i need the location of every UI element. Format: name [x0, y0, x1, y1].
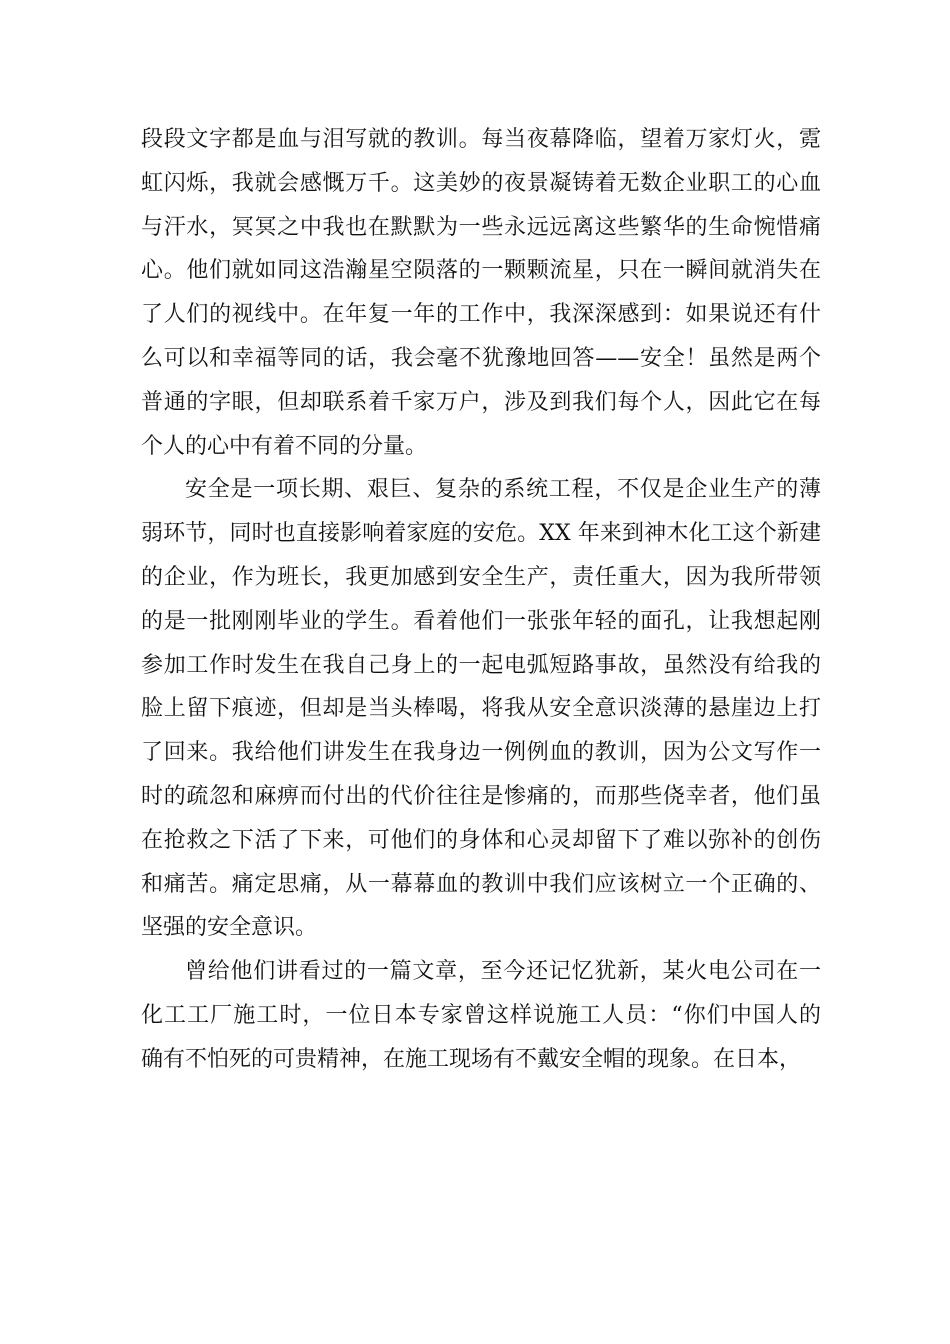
paragraph-2-line-6: 脸上留下痕迹，但却是当头棒喝，将我从安全意识淡薄的悬崖边上打: [141, 696, 821, 722]
paragraph-2-line-11: 坚强的安全意识。: [141, 915, 318, 941]
paragraph-1-line-1: 段段文字都是血与泪写就的教训。每当夜幕降临，望着万家灯火，霓: [141, 127, 821, 152]
paragraph-1-line-7: 普通的字眼，但却联系着千家万户，涉及到我们每个人，因此它在每: [141, 389, 821, 415]
paragraph-1-line-5: 了人们的视线中。在年复一年的工作中，我深深感到：如果说还有什: [141, 302, 821, 328]
paragraph-2-line-10: 和痛苦。痛定思痛，从一幕幕血的教训中我们应该树立一个正确的、: [141, 871, 821, 897]
paragraph-2-line-7: 了回来。我给他们讲发生在我身边一例例血的教训，因为公文写作一: [141, 740, 821, 766]
paragraph-2-line-9: 在抢救之下活了下来，可他们的身体和心灵却留下了难以弥补的创伤: [141, 827, 821, 853]
paragraph-1-line-8: 个人的心中有着不同的分量。: [141, 433, 428, 459]
document-body: [141, 118, 821, 1082]
paragraph-2-line-3: 的企业，作为班长，我更加感到安全生产，责任重大，因为我所带领: [141, 564, 821, 590]
paragraph-2-line-8: 时的疏忽和麻痹而付出的代价往往是惨痛的，而那些侥幸者，他们虽: [141, 783, 821, 809]
paragraph-2-line-5: 参加工作时发生在我自己身上的一起电弧短路事故，虽然没有给我的: [141, 652, 821, 678]
paragraph-1-line-2: 虹闪烁，我就会感慨万千。这美妙的夜景凝铸着无数企业职工的心血: [141, 170, 821, 196]
paragraph-2-line-1: 安全是一项长期、艰巨、复杂的系统工程，不仅是企业生产的薄: [185, 477, 821, 503]
paragraph-2-line-2: 弱环节，同时也直接影响着家庭的安危。XX 年来到神木化工这个新建: [141, 521, 821, 547]
paragraph-3-line-3: 确有不怕死的可贵精神，在施工现场有不戴安全帽的现象。在日本，: [141, 1046, 802, 1072]
paragraph-1-line-6: 么可以和幸福等同的话，我会毫不犹豫地回答——安全！虽然是两个: [141, 345, 821, 371]
paragraph-2-line-4: 的是一批刚刚毕业的学生。看着他们一张张年轻的面孔，让我想起刚: [141, 608, 821, 634]
paragraph-1-line-4: 心。他们就如同这浩瀚星空陨落的一颗颗流星，只在一瞬间就消失在: [141, 258, 821, 284]
paragraph-3-line-2: 化工工厂施工时，一位日本专家曾这样说施工人员：“你们中国人的: [141, 1002, 821, 1028]
paragraph-1-line-3: 与汗水，冥冥之中我也在默默为一些永远远离这些繁华的生命惋惜痛: [141, 214, 821, 240]
paragraph-3-line-1: 曾给他们讲看过的一篇文章，至今还记忆犹新，某火电公司在一: [185, 959, 821, 985]
